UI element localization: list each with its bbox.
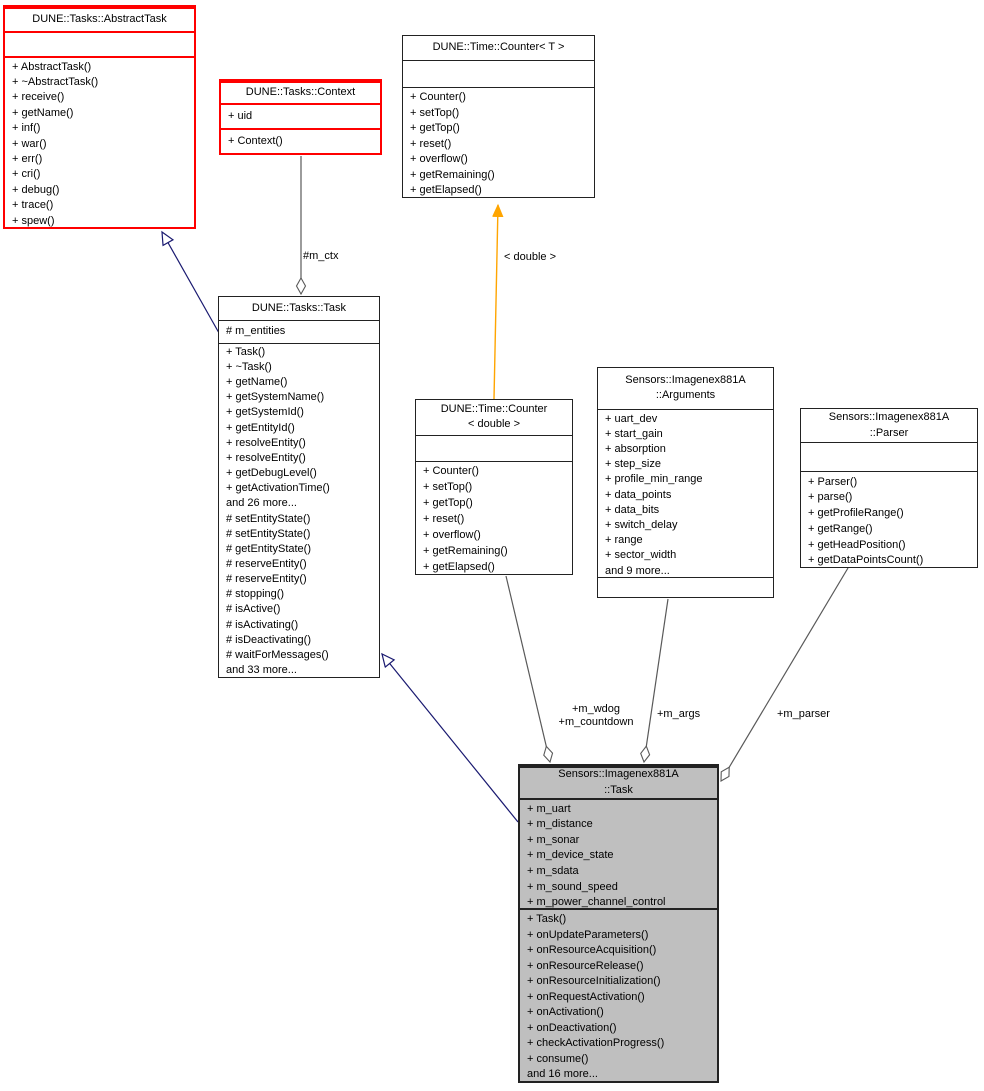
member-row: + range: [605, 534, 643, 547]
member-row: # setEntityState(): [226, 527, 311, 540]
class-title-line: DUNE::Time::Counter: [440, 402, 548, 415]
member-row: # stopping(): [226, 588, 285, 601]
inheritance-edge-imagenextask-to-task: [382, 654, 518, 822]
member-row: + getDataPointsCount(): [808, 554, 924, 567]
member-row: + profile_min_range: [605, 473, 703, 486]
member-row: + cri(): [12, 168, 41, 181]
member-row: + onResourceAcquisition(): [527, 944, 657, 957]
member-row: + getRemaining(): [423, 544, 508, 557]
class-title: [416, 400, 572, 435]
member-row: + resolveEntity(): [226, 451, 306, 464]
member-row: + m_sound_speed: [527, 880, 618, 893]
member-row: + Task(): [527, 913, 567, 926]
member-row: + data_points: [605, 488, 672, 501]
member-row: + ~AbstractTask(): [12, 75, 99, 88]
member-row: + m_sdata: [527, 865, 579, 878]
member-row: + m_device_state: [527, 849, 614, 862]
member-row: # isDeactivating(): [226, 633, 311, 646]
class-methods: [5, 56, 194, 228]
class-methods: [598, 577, 773, 597]
class-methods: [801, 471, 977, 567]
member-row: + getName(): [226, 376, 288, 389]
member-row: + data_bits: [605, 503, 660, 516]
edge-label-m-countdown: +m_countdown: [558, 716, 634, 728]
member-row: + setTop(): [423, 481, 473, 494]
member-row: + getTop(): [410, 122, 460, 135]
member-row: + trace(): [12, 199, 54, 212]
member-row: + Context(): [228, 135, 283, 147]
member-row: + onRequestActivation(): [527, 990, 645, 1003]
class-box-abstracttask[interactable]: [3, 5, 196, 229]
member-row: + m_power_channel_control: [527, 896, 666, 909]
member-row: + war(): [12, 137, 47, 150]
member-row: + absorption: [605, 443, 666, 455]
member-row: # isActivating(): [226, 618, 299, 631]
member-row: + reset(): [423, 512, 465, 525]
class-title-line: ::Task: [604, 783, 633, 796]
aggregation-edge-arguments-to-imagenextask: [644, 599, 668, 762]
member-row: + getSystemName(): [226, 391, 325, 404]
class-title: [5, 7, 194, 31]
member-row: + err(): [12, 152, 43, 165]
class-box-parser[interactable]: [800, 408, 978, 568]
class-attributes: [520, 798, 717, 909]
class-attributes: [221, 103, 380, 128]
class-methods: [416, 461, 572, 574]
class-attributes: [598, 409, 773, 578]
class-title-line: DUNE::Tasks::AbstractTask: [32, 13, 167, 26]
member-row: + spew(): [12, 214, 55, 227]
class-title-line: < double >: [468, 418, 520, 431]
class-attributes: [801, 442, 977, 470]
member-row: # reserveEntity(): [226, 558, 307, 571]
class-box-counter-double[interactable]: [415, 399, 573, 575]
member-row: and 16 more...: [527, 1068, 598, 1081]
member-row: + Parser(): [808, 475, 858, 488]
class-attributes: [5, 31, 194, 56]
member-row: + start_gain: [605, 427, 663, 440]
class-title: [520, 766, 717, 798]
member-row: # setEntityState(): [226, 512, 311, 525]
member-row: and 9 more...: [605, 564, 670, 577]
member-row: + switch_delay: [605, 519, 678, 532]
class-title: [219, 297, 379, 320]
member-row: + debug(): [12, 183, 60, 196]
class-methods: [219, 343, 379, 677]
member-row: + getName(): [12, 106, 74, 119]
member-row: + getRemaining(): [410, 168, 495, 181]
member-row: + m_distance: [527, 818, 593, 831]
member-row: + onResourceRelease(): [527, 959, 644, 972]
edge-label-m-parser: +m_parser: [777, 708, 830, 720]
member-row: + overflow(): [423, 528, 481, 541]
class-methods: [403, 87, 594, 197]
aggregation-edge-counterdouble-to-imagenextask: [506, 576, 550, 762]
member-row: + getElapsed(): [423, 560, 495, 573]
member-row: + getActivationTime(): [226, 482, 330, 495]
member-row: + overflow(): [410, 153, 468, 166]
class-attributes: [416, 435, 572, 462]
member-row: + m_uart: [527, 802, 571, 815]
member-row: + checkActivationProgress(): [527, 1037, 665, 1050]
member-row: + getElapsed(): [410, 184, 482, 197]
class-title-line: DUNE::Time::Counter< T >: [432, 41, 565, 54]
class-title-line: Sensors::Imagenex881A: [558, 768, 679, 781]
member-row: + consume(): [527, 1052, 589, 1065]
member-row: + Counter(): [410, 91, 466, 104]
member-row: + sector_width: [605, 549, 677, 562]
edge-label-m-args: +m_args: [657, 708, 701, 720]
member-row: + Counter(): [423, 465, 479, 478]
class-title-line: Sensors::Imagenex881A: [828, 411, 950, 424]
member-row: + AbstractTask(): [12, 60, 92, 73]
member-row: + getRange(): [808, 522, 873, 535]
member-row: + setTop(): [410, 106, 460, 119]
member-row: + resolveEntity(): [226, 436, 306, 449]
member-row: + Task(): [226, 345, 266, 358]
member-row: + inf(): [12, 122, 41, 135]
member-row: + getEntityId(): [226, 421, 295, 434]
member-row: + getHeadPosition(): [808, 538, 906, 551]
edge-label-template-double: < double >: [504, 251, 556, 263]
class-title-line: ::Parser: [869, 426, 909, 439]
member-row: # getEntityState(): [226, 542, 311, 555]
edge-label-m-wdog: +m_wdog: [571, 703, 620, 715]
member-row: + onActivation(): [527, 1006, 604, 1019]
aggregation-edge-parser-to-imagenextask: [721, 568, 848, 781]
class-title-line: DUNE::Tasks::Context: [245, 86, 356, 99]
class-title-line: ::Arguments: [655, 389, 716, 402]
class-box-arguments[interactable]: [597, 367, 774, 598]
member-row: # m_entities: [226, 324, 286, 337]
class-title: [221, 81, 380, 103]
class-methods: [520, 908, 717, 1081]
class-box-imagenex-task[interactable]: [518, 764, 719, 1083]
member-row: and 26 more...: [226, 497, 297, 510]
member-row: + getSystemId(): [226, 406, 304, 419]
inheritance-edge-task-to-abstracttask: [162, 232, 219, 333]
member-row: # isActive(): [226, 603, 281, 616]
member-row: + receive(): [12, 91, 65, 104]
class-box-counter-t[interactable]: [402, 35, 595, 198]
member-row: # reserveEntity(): [226, 573, 307, 586]
member-row: + uid: [228, 110, 253, 122]
class-box-context[interactable]: [219, 79, 382, 155]
member-row: + getDebugLevel(): [226, 467, 317, 480]
edge-label-m-ctx: #m_ctx: [303, 250, 339, 262]
class-box-task[interactable]: [218, 296, 380, 678]
member-row: + m_sonar: [527, 833, 580, 846]
member-row: + step_size: [605, 458, 661, 471]
class-attributes: [403, 60, 594, 88]
class-title: [801, 409, 977, 442]
member-row: + ~Task(): [226, 360, 272, 373]
class-methods: [221, 128, 380, 153]
class-title-line: Sensors::Imagenex881A: [625, 373, 746, 386]
member-row: + getTop(): [423, 496, 473, 509]
member-row: + onDeactivation(): [527, 1021, 617, 1034]
member-row: + parse(): [808, 491, 853, 504]
class-title-line: DUNE::Tasks::Task: [251, 301, 347, 314]
member-row: # waitForMessages(): [226, 648, 329, 661]
member-row: and 33 more...: [226, 664, 297, 677]
member-row: + getProfileRange(): [808, 507, 904, 520]
member-row: + reset(): [410, 137, 452, 150]
member-row: + onUpdateParameters(): [527, 928, 649, 941]
template-instantiation-edge-counterdouble-to-countert: [494, 205, 498, 399]
member-row: + onResourceInitialization(): [527, 975, 661, 988]
class-attributes: [219, 320, 379, 343]
class-title: [598, 368, 773, 409]
member-row: + uart_dev: [605, 412, 658, 425]
class-title: [403, 36, 594, 60]
